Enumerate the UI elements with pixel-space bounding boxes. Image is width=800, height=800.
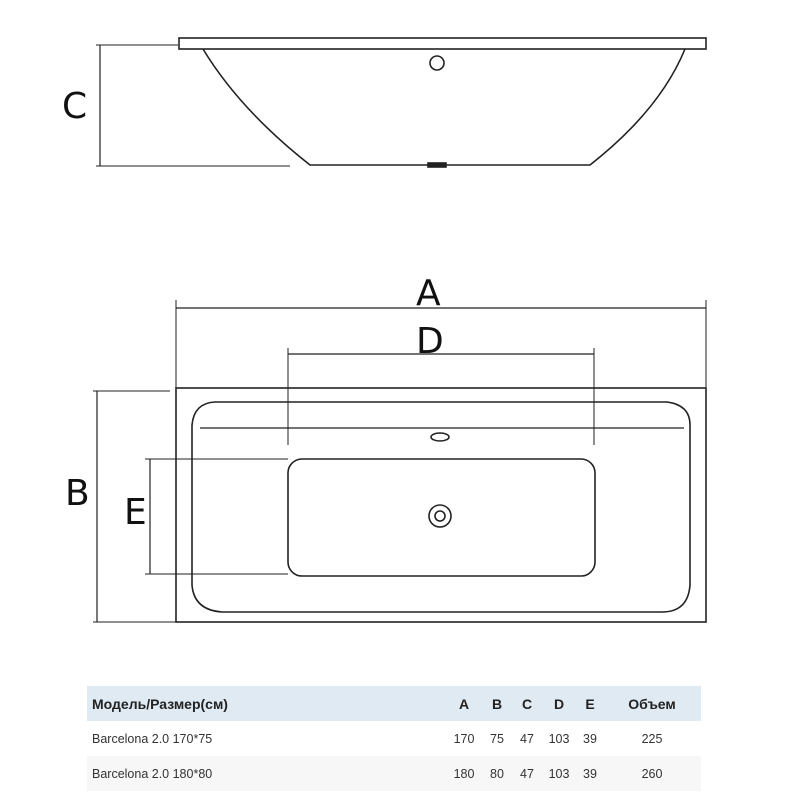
tub-floor (288, 459, 595, 576)
side-view (96, 38, 706, 167)
header-volume: Объем (603, 686, 701, 721)
dimension-label-d: D (416, 321, 444, 362)
table-row (87, 756, 701, 791)
cell-a: 170 (453, 731, 475, 746)
cell-b: 75 (490, 731, 504, 746)
cell-a: 180 (447, 756, 481, 791)
drain-outlet (428, 163, 446, 167)
header-c: C (513, 686, 541, 721)
overflow-hole-top (431, 433, 449, 441)
cell-d: 103 (548, 731, 570, 746)
header-d: D (541, 686, 577, 721)
cell-c: 47 (513, 756, 541, 791)
table-row (87, 721, 701, 756)
tub-rim (179, 38, 706, 49)
top-view (93, 300, 706, 622)
header-b: B (481, 686, 513, 721)
dimension-label-e: E (124, 492, 147, 533)
header-e: E (577, 686, 603, 721)
overflow-hole (430, 56, 444, 70)
header-model-size: Модель/Размер(см) (87, 686, 447, 721)
cell-d: 103 (541, 756, 577, 791)
specification-table (87, 686, 701, 791)
drain-ring-inner (435, 511, 445, 521)
cell-e: 39 (577, 756, 603, 791)
cell-model: Barcelona 2.0 180*80 (87, 756, 447, 791)
dimension-label-a: A (416, 273, 441, 314)
header-a: A (447, 686, 481, 721)
cell-volume: 225 (641, 731, 663, 746)
cell-e: 39 (583, 731, 597, 746)
dimension-label-b: B (65, 473, 90, 514)
cell-volume: 260 (603, 756, 701, 791)
dimension-label-c: C (62, 86, 88, 127)
drain-ring-outer (429, 505, 451, 527)
table-header-row (87, 686, 701, 721)
cell-c: 47 (520, 731, 534, 746)
cell-b: 80 (481, 756, 513, 791)
cell-model: Barcelona 2.0 170*75 (92, 731, 213, 746)
